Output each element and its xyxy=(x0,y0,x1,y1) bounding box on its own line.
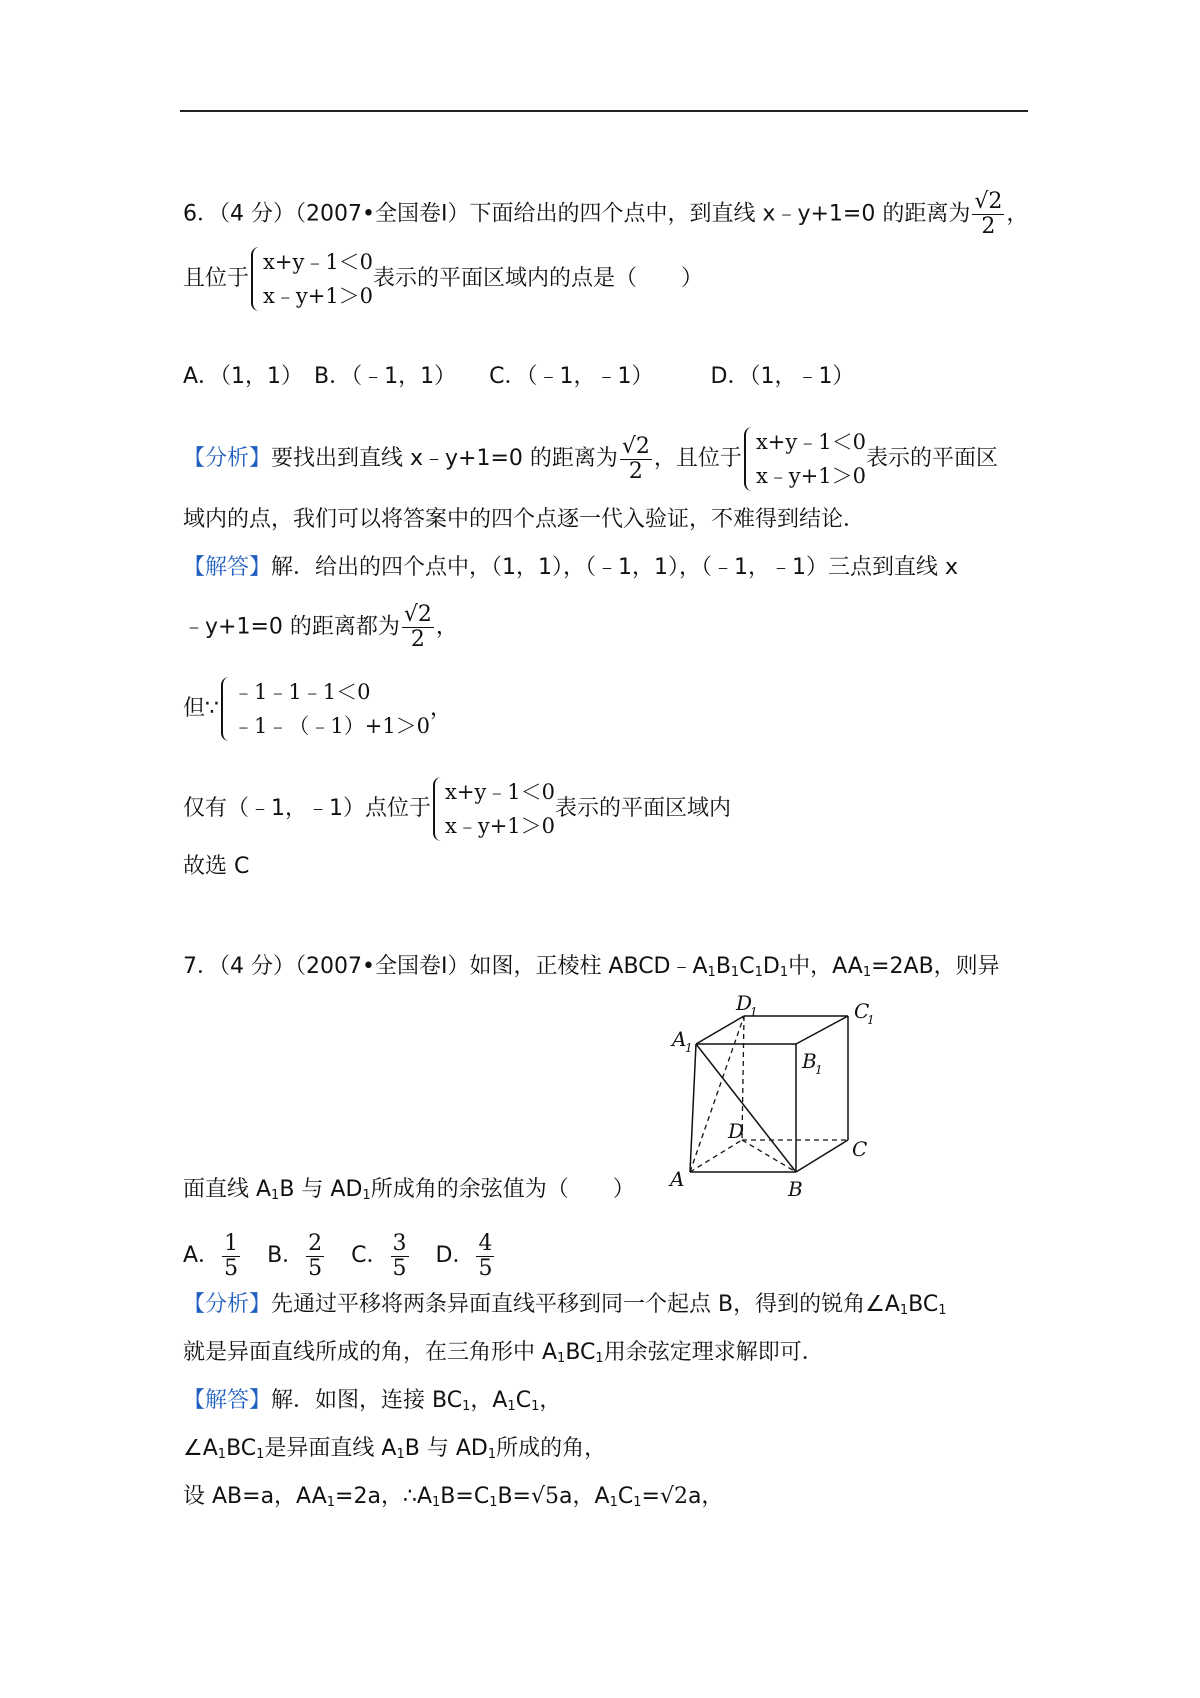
subscript: 1 xyxy=(609,1495,618,1510)
vertex-label-c: C xyxy=(852,1137,868,1161)
angle-text-a: ∠A xyxy=(183,1436,218,1461)
fraction-numerator: 1 xyxy=(224,1230,239,1256)
angle-text-c: B 与 AD xyxy=(404,1436,488,1461)
q7-option-a-fraction xyxy=(222,1232,240,1281)
vertex-label-b1: B xyxy=(802,1049,817,1073)
q6-solution-line1 xyxy=(183,553,958,583)
q6-option-d: D．（1，﹣1） xyxy=(710,364,855,389)
q7-stem-line1 xyxy=(183,952,1000,988)
q6-option-c: C．（﹣1，﹣1） xyxy=(489,364,654,389)
subscript: 1 xyxy=(938,1303,947,1318)
vertex-label-d1: D xyxy=(736,991,753,1015)
letter: B xyxy=(715,954,731,979)
subscript: 1 xyxy=(730,965,740,980)
system-row-1: x+y﹣1＜0 xyxy=(755,430,866,454)
q6-solution-line2 xyxy=(183,603,458,652)
q7-analysis-line2 xyxy=(183,1338,824,1374)
sqrt5: √5 xyxy=(531,1484,560,1509)
q7-stem-b: 中，AA xyxy=(788,954,863,979)
q6-choose-line: 故选 C xyxy=(183,854,250,879)
q7-set-line xyxy=(183,1482,723,1518)
subscript: 1 xyxy=(633,1495,642,1510)
subscript: 1 xyxy=(362,1188,371,1203)
set-text-d: B= xyxy=(497,1484,531,1509)
q7-option-b-fraction xyxy=(306,1232,324,1281)
system-row-2: ﹣1﹣（﹣1）+1＞0 xyxy=(233,714,431,738)
q6-options xyxy=(183,362,854,392)
letter: BC xyxy=(226,1436,257,1461)
solution-tag: 【解答】 xyxy=(183,1388,272,1413)
vertex-label-c1: C xyxy=(854,999,870,1023)
q7-stem-line2 xyxy=(183,1175,635,1211)
fraction-numerator: 4 xyxy=(478,1230,493,1256)
q6-option-b: B．（﹣1，1） xyxy=(314,364,457,389)
fraction-denominator: 5 xyxy=(392,1255,407,1281)
comma: ， xyxy=(1006,201,1029,227)
subscript: 1 xyxy=(507,1399,516,1414)
subscript: 1 xyxy=(217,1447,227,1462)
only-text-a: 仅有（﹣1，﹣1）点位于 xyxy=(183,796,431,821)
fraction-denominator: 2 xyxy=(410,627,425,652)
system-row-2: x﹣y+1＞0 xyxy=(263,284,374,308)
subscript: 1 xyxy=(326,1495,336,1510)
q7-option-c: C． xyxy=(351,1243,389,1268)
only-inequality-system xyxy=(431,775,555,843)
fraction-denominator: 2 xyxy=(628,458,643,484)
fraction-denominator: 5 xyxy=(478,1255,493,1281)
subscript: 1 xyxy=(271,1188,280,1203)
solution-text-a: 解．如图，连接 BC xyxy=(271,1388,463,1413)
letter: C xyxy=(739,954,755,979)
vertex-sub-c1: 1 xyxy=(867,1013,875,1027)
but-inequality-system xyxy=(219,675,430,743)
vertex-sub-d1: 1 xyxy=(750,1005,758,1019)
vertex-sub-a1: 1 xyxy=(685,1041,693,1055)
comma: ， xyxy=(430,696,453,721)
q7-angle-line xyxy=(183,1434,606,1470)
letter: C xyxy=(515,1388,532,1413)
subscript: 1 xyxy=(595,1351,604,1366)
set-text-c: B=C xyxy=(440,1484,490,1509)
q7-stem-e: B 与 AD xyxy=(279,1177,363,1202)
solution-fraction xyxy=(402,603,434,652)
q7-option-d: D． xyxy=(435,1243,475,1268)
q7-option-a: A． xyxy=(183,1243,221,1268)
but-label: 但∵ xyxy=(183,696,219,721)
q6-option-a: A．（1，1） xyxy=(183,364,304,389)
fraction-denominator: 5 xyxy=(308,1255,323,1281)
q7-option-d-fraction xyxy=(476,1232,494,1281)
solution-text-a: 解．给出的四个点中，（1，1），（﹣1，1），（﹣1，﹣1）三点到直线 x xyxy=(271,555,959,580)
system-row-2: x﹣y+1＞0 xyxy=(755,464,866,488)
q6-distance-fraction xyxy=(972,190,1004,239)
q7-solution-line1 xyxy=(183,1386,561,1422)
subscript: 1 xyxy=(396,1447,405,1462)
fraction-numerator: 2 xyxy=(308,1230,323,1256)
analysis-tag: 【分析】 xyxy=(183,1292,272,1317)
fraction-numerator: 3 xyxy=(392,1230,407,1256)
q6-analysis-line1 xyxy=(183,425,998,493)
set-text-g: a， xyxy=(687,1484,724,1509)
letter: BC xyxy=(565,1340,596,1365)
q7-stem-f: 所成角的余弦值为（ ） xyxy=(370,1177,635,1202)
subscript: 1 xyxy=(432,1495,441,1510)
q7-option-c-fraction xyxy=(391,1232,409,1281)
analysis-text-b: 就是异面直线所成的角，在三角形中 A xyxy=(183,1340,558,1365)
fraction-denominator: 2 xyxy=(981,214,996,239)
subscript: 1 xyxy=(462,1399,471,1414)
q7-stem-a: 7．（4 分）（2007•全国卷Ⅰ）如图，正棱柱 ABCD﹣A xyxy=(183,954,708,979)
subscript: 1 xyxy=(487,1447,497,1462)
only-text-b: 表示的平面区域内 xyxy=(555,796,732,821)
system-row-2: x﹣y+1＞0 xyxy=(445,814,556,838)
q6-only-line xyxy=(183,775,731,843)
analysis-inequality-system xyxy=(742,425,866,493)
q7-option-b: B． xyxy=(267,1243,305,1268)
header-rule xyxy=(180,110,1028,112)
analysis-text-c: 用余弦定理求解即可． xyxy=(603,1340,824,1365)
set-text-a: 设 AB=a，AA xyxy=(183,1484,327,1509)
fraction-numerator: √2 xyxy=(403,602,432,627)
solution-text-b: ，A xyxy=(470,1388,508,1413)
vertex-label-b: B xyxy=(788,1177,803,1201)
fraction-numerator: √2 xyxy=(621,433,650,459)
q6-inequality-system xyxy=(249,245,373,313)
subscript: 1 xyxy=(707,965,716,980)
subscript: 1 xyxy=(489,1495,498,1510)
q7-stem-c: =2AB，则异 xyxy=(871,954,1000,979)
q6-stem-b: 且位于 xyxy=(183,266,250,291)
solution-tag: 【解答】 xyxy=(183,555,272,580)
subscript: 1 xyxy=(754,965,763,980)
q6-stem-text: 6．（4 分）（2007•全国卷Ⅰ）下面给出的四个点中，到直线 x﹣y+1=0 的距离为 xyxy=(183,201,971,227)
letter: BC xyxy=(908,1292,939,1317)
system-row-1: x+y﹣1＜0 xyxy=(445,780,556,804)
analysis-text-b: ，且位于 xyxy=(653,446,742,471)
set-text-b: =2a，∴A xyxy=(335,1484,433,1509)
solution-text-b: ﹣y+1=0 的距离都为 xyxy=(183,614,400,640)
angle-text-d: 所成的角， xyxy=(496,1436,607,1461)
fraction-denominator: 5 xyxy=(224,1255,239,1281)
system-row-1: ﹣1﹣1﹣1＜0 xyxy=(233,680,371,704)
subscript: 1 xyxy=(256,1447,265,1462)
analysis-tag: 【分析】 xyxy=(183,446,272,471)
set-text-f: = xyxy=(641,1484,660,1509)
prism-figure xyxy=(668,991,888,1210)
q6-but-line xyxy=(183,675,452,743)
vertex-sub-b1: 1 xyxy=(815,1063,823,1077)
set-text-e: a，A xyxy=(559,1484,610,1509)
q6-stem-line2 xyxy=(183,245,703,313)
q6-analysis-line2: 域内的点，我们可以将答案中的四个点逐一代入验证，不难得到结论． xyxy=(183,507,866,532)
subscript: 1 xyxy=(557,1351,566,1366)
subscript: 1 xyxy=(862,965,872,980)
fraction-numerator: √2 xyxy=(974,189,1003,214)
subscript: 1 xyxy=(779,965,789,980)
sqrt2: √2 xyxy=(659,1484,688,1509)
comma: ， xyxy=(539,1388,562,1413)
analysis-text-a: 先通过平移将两条异面直线平移到同一个起点 B，得到的锐角∠A xyxy=(271,1292,900,1317)
q6-stem-c: 表示的平面区域内的点是（ ） xyxy=(373,266,704,291)
q7-options xyxy=(183,1228,496,1284)
analysis-text-a: 要找出到直线 x﹣y+1=0 的距离为 xyxy=(271,446,618,471)
angle-text-b: 是异面直线 A xyxy=(264,1436,397,1461)
letter: C xyxy=(617,1484,634,1509)
vertex-label-a1: A xyxy=(672,1027,687,1051)
vertex-label-d: D xyxy=(728,1119,745,1143)
subscript: 1 xyxy=(899,1303,909,1318)
subscript: 1 xyxy=(531,1399,540,1414)
analysis-fraction xyxy=(620,435,652,484)
analysis-text-c: 表示的平面区 xyxy=(865,446,998,471)
q6-stem-line1 xyxy=(183,190,1028,239)
letter: D xyxy=(762,954,780,979)
q7-analysis-line1 xyxy=(183,1290,947,1326)
q7-stem-d: 面直线 A xyxy=(183,1177,272,1202)
comma: ， xyxy=(435,614,458,640)
vertex-label-a: A xyxy=(670,1167,685,1191)
system-row-1: x+y﹣1＜0 xyxy=(263,250,374,274)
